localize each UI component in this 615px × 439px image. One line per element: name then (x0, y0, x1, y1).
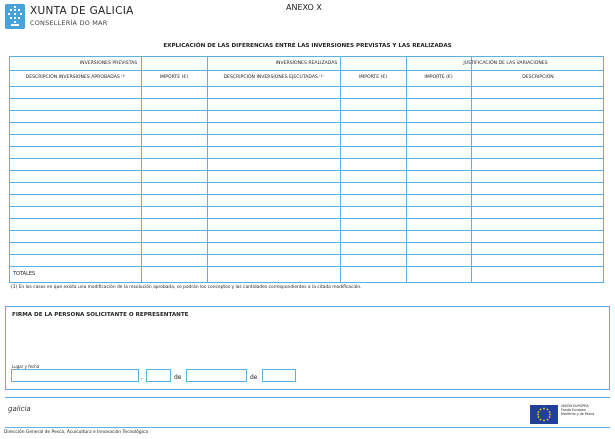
brand-name: XUNTA DE GALICIA (30, 5, 134, 17)
eu-flag-icon (530, 405, 558, 424)
de-separator: de (250, 374, 258, 381)
place-date-label: Lugar y fecha (12, 364, 40, 369)
galicia-logo: galicia (8, 405, 31, 413)
eu-union-text: UNIÓN EUROPEA (561, 404, 589, 408)
department-name: CONSELLERÍA DO MAR (30, 19, 108, 27)
eu-fund-line-2: Marítimo y de Pesca (561, 412, 595, 416)
row-divider (10, 158, 603, 159)
row-divider (10, 254, 603, 255)
place-field[interactable] (11, 369, 139, 382)
row-divider (10, 230, 603, 231)
signature-box (5, 306, 610, 390)
row-divider (10, 146, 603, 147)
comma-separator: , (141, 374, 143, 381)
group-header-justification: JUSTIFICACIÓN DE LAS VARIACIONES (463, 61, 548, 66)
row-divider (10, 242, 603, 243)
eu-label (561, 404, 594, 416)
row-divider (10, 194, 603, 195)
month-field[interactable] (186, 369, 247, 382)
document-title: EXPLICACIÓN DE LAS DIFERENCIAS ENTRE LAS INVERSIONES PREVISTAS Y LAS REALIZADAS (163, 43, 452, 49)
row-divider (10, 86, 603, 87)
column-header-approved-amount: IMPORTE (€) (159, 75, 189, 80)
de-separator: de (174, 374, 182, 381)
xunta-logo-icon (5, 4, 25, 29)
direction-name: Dirección General de Pesca, Acuicultura e Innovación Tecnológica (4, 430, 149, 435)
column-header-variation-amount: IMPORTE (€) (424, 75, 453, 80)
row-divider (10, 70, 603, 71)
row-divider (10, 170, 603, 171)
row-divider (10, 266, 603, 267)
group-header-executed: INVERSIONES REALIZADAS (275, 61, 338, 66)
column-header-approved-description: DESCRIPCIÓN INVERSIONES APROBADAS ⁽¹⁾ (25, 75, 126, 80)
column-header-variation-description: DESCRIPCIÓN (522, 75, 554, 80)
year-field[interactable] (262, 369, 296, 382)
row-divider (10, 110, 603, 111)
column-header-executed-amount: IMPORTE (€) (358, 75, 388, 80)
footer-divider (5, 427, 610, 428)
row-divider (10, 182, 603, 183)
footer-divider (5, 397, 610, 398)
column-header-executed-description: DESCRIPCIÓN INVERSIONES EJECUTADAS ⁽¹⁾ (223, 75, 324, 80)
row-divider (10, 98, 603, 99)
footnote: (1) En los casos en que exista una modificación de la resolución aprobada, se podrán los conceptos y las cantidades correspondientes a la citada modificación. (11, 285, 362, 290)
row-divider (10, 218, 603, 219)
row-divider (10, 134, 603, 135)
row-divider (10, 206, 603, 207)
day-field[interactable] (146, 369, 171, 382)
group-header-planned: INVERSIONES PREVISTAS (79, 61, 138, 66)
totals-label: TOTALES (13, 271, 36, 277)
row-divider (10, 122, 603, 123)
eu-fund-line-1: Fondo Europeo (561, 408, 586, 412)
investments-table (9, 56, 604, 283)
annex-label: ANEXO X (286, 3, 322, 12)
signature-title: FIRMA DE LA PERSONA SOLICITANTE O REPRESENTANTE (12, 312, 189, 318)
